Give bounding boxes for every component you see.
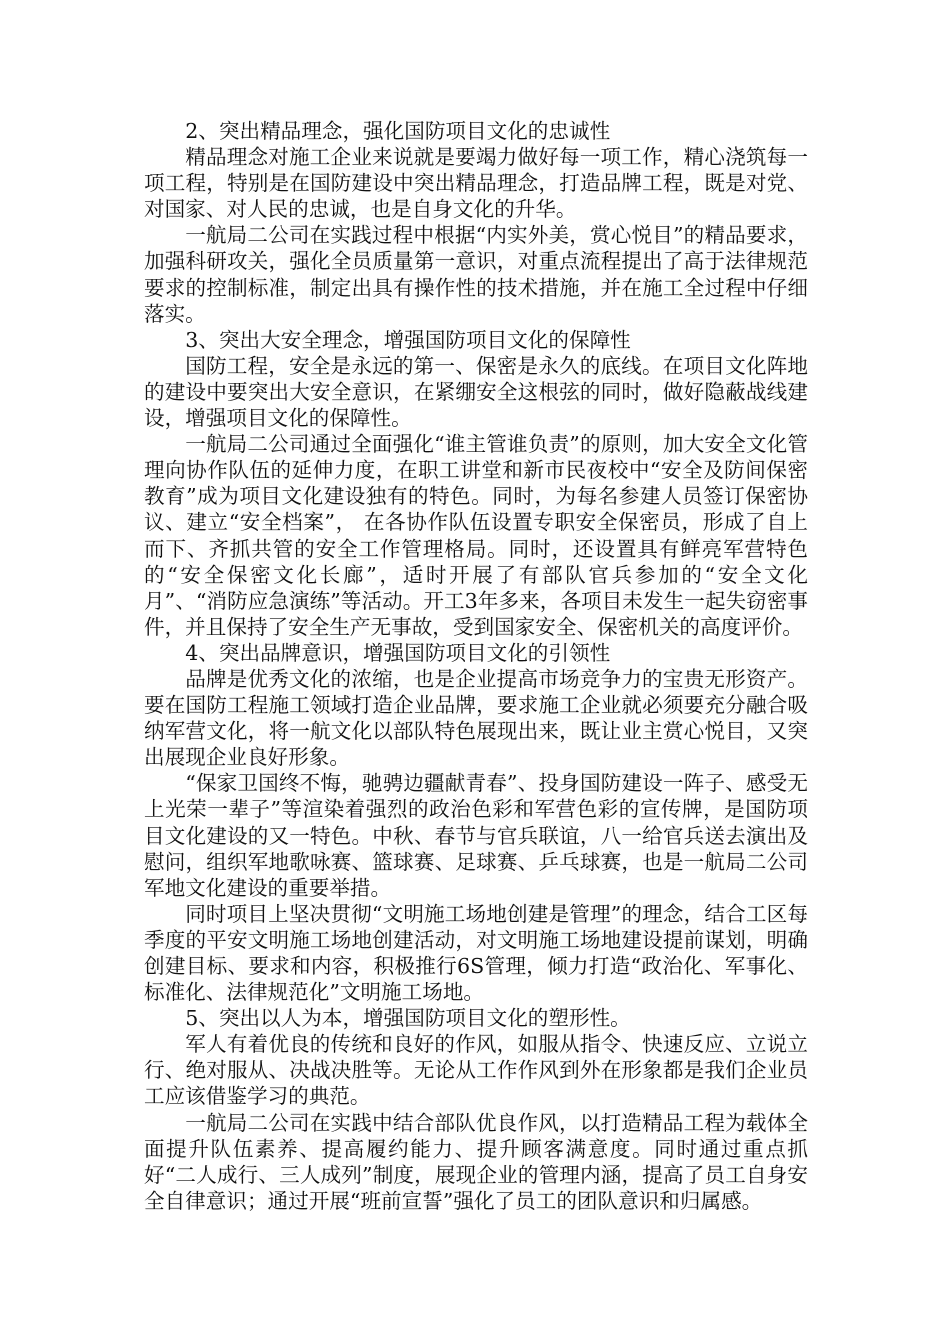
paragraph: 精品理念对施工企业来说就是要竭力做好每一项工作，精心浇筑每一项工程，特别是在国防建设中突出精品理念，打造品牌工程，既是对党、对国家、对人民的忠诚，也是自身文化的升华。 xyxy=(144,145,808,222)
section-heading-5: 5、突出以人为本，增强国防项目文化的塑形性。 xyxy=(185,1006,631,1031)
paragraph: 军人有着优良的传统和良好的作风，如服从指令、快速反应、立说立行、绝对服从、决战决胜等。无论从工作作风到外在形象都是我们企业员工应该借鉴学习的典范。 xyxy=(144,1032,808,1109)
paragraph: 一航局二公司在实践中结合部队优良作风，以打造精品工程为载体全面提升队伍素养、提高履约能力、提升顾客满意度。同时通过重点抓好“二人成行、三人成列”制度，展现企业的管理内涵，提高了员工自身安全自律意识；通过开展“班前宣誓”强化了员工的团队意识和归属感。 xyxy=(144,1110,808,1213)
section-heading-4: 4、突出品牌意识，增强国防项目文化的引领性 xyxy=(185,640,611,665)
section-heading-2: 2、突出精品理念，强化国防项目文化的忠诚性 xyxy=(185,119,611,143)
paragraph: 品牌是优秀文化的浓缩，也是企业提高市场竞争力的宝贵无形资产。要在国防工程施工领域打造企业品牌，要求施工企业就必须要充分融合吸纳军营文化，将一航文化以部队特色展现出来，既让业主赏心悦目，又突出展现企业良好形象。 xyxy=(144,666,808,770)
paragraph: 国防工程，安全是永远的第一、保密是永久的底线。在项目文化阵地的建设中要突出大安全意识，在紧绷安全这根弦的同时，做好隐蔽战线建设，增强项目文化的保障性。 xyxy=(144,353,808,431)
paragraph: 一航局二公司通过全面强化“谁主管谁负责”的原则，加大安全文化管理向协作队伍的延伸力度，在职工讲堂和新市民夜校中“安全及防间保密教育”成为项目文化建设独有的特色。同时，为每名参建人员签订保密协议、建立“安全档案”， 在各协作队伍设置专职安全保密员，形成了自上而下、齐抓共管的安全工作管理格局。同时，还设置具有鲜亮军营特色的“安全保密文化长廊”，适时开展了有部队官兵参加的“安全文化月”、“消防应急演练”等活动。开工3年多来，各项目未发生一起失窃密事件，并且保持了安全生产无事故，受到国家安全、保密机关的高度评价。 xyxy=(144,432,808,639)
document-body xyxy=(144,118,808,1214)
section-heading-3: 3、突出大安全理念，增强国防项目文化的保障性 xyxy=(185,327,631,352)
paragraph: 同时项目上坚决贯彻“文明施工场地创建是管理”的理念，结合工区每季度的平安文明施工场地创建活动，对文明施工场地建设提前谋划，明确创建目标、要求和内容，积极推行6S管理，倾力打造“政治化、军事化、标准化、法律规范化”文明施工场地。 xyxy=(144,901,808,1005)
paragraph: 一航局二公司在实践过程中根据“内实外美，赏心悦目”的精品要求，加强科研攻关，强化全员质量第一意识，对重点流程提出了高于法律规范要求的控制标准，制定出具有操作性的技术措施，并在施工全过程中仔细落实。 xyxy=(144,223,808,326)
paragraph: “保家卫国终不悔，驰骋边疆献青春”、投身国防建设一阵子、感受无上光荣一辈子”等渲染着强烈的政治色彩和军营色彩的宣传牌，是国防项目文化建设的又一特色。中秋、春节与官兵联谊，八一给官兵送去演出及慰问，组织军地歌咏赛、篮球赛、足球赛、乒乓球赛，也是一航局二公司军地文化建设的重要举措。 xyxy=(144,771,808,900)
